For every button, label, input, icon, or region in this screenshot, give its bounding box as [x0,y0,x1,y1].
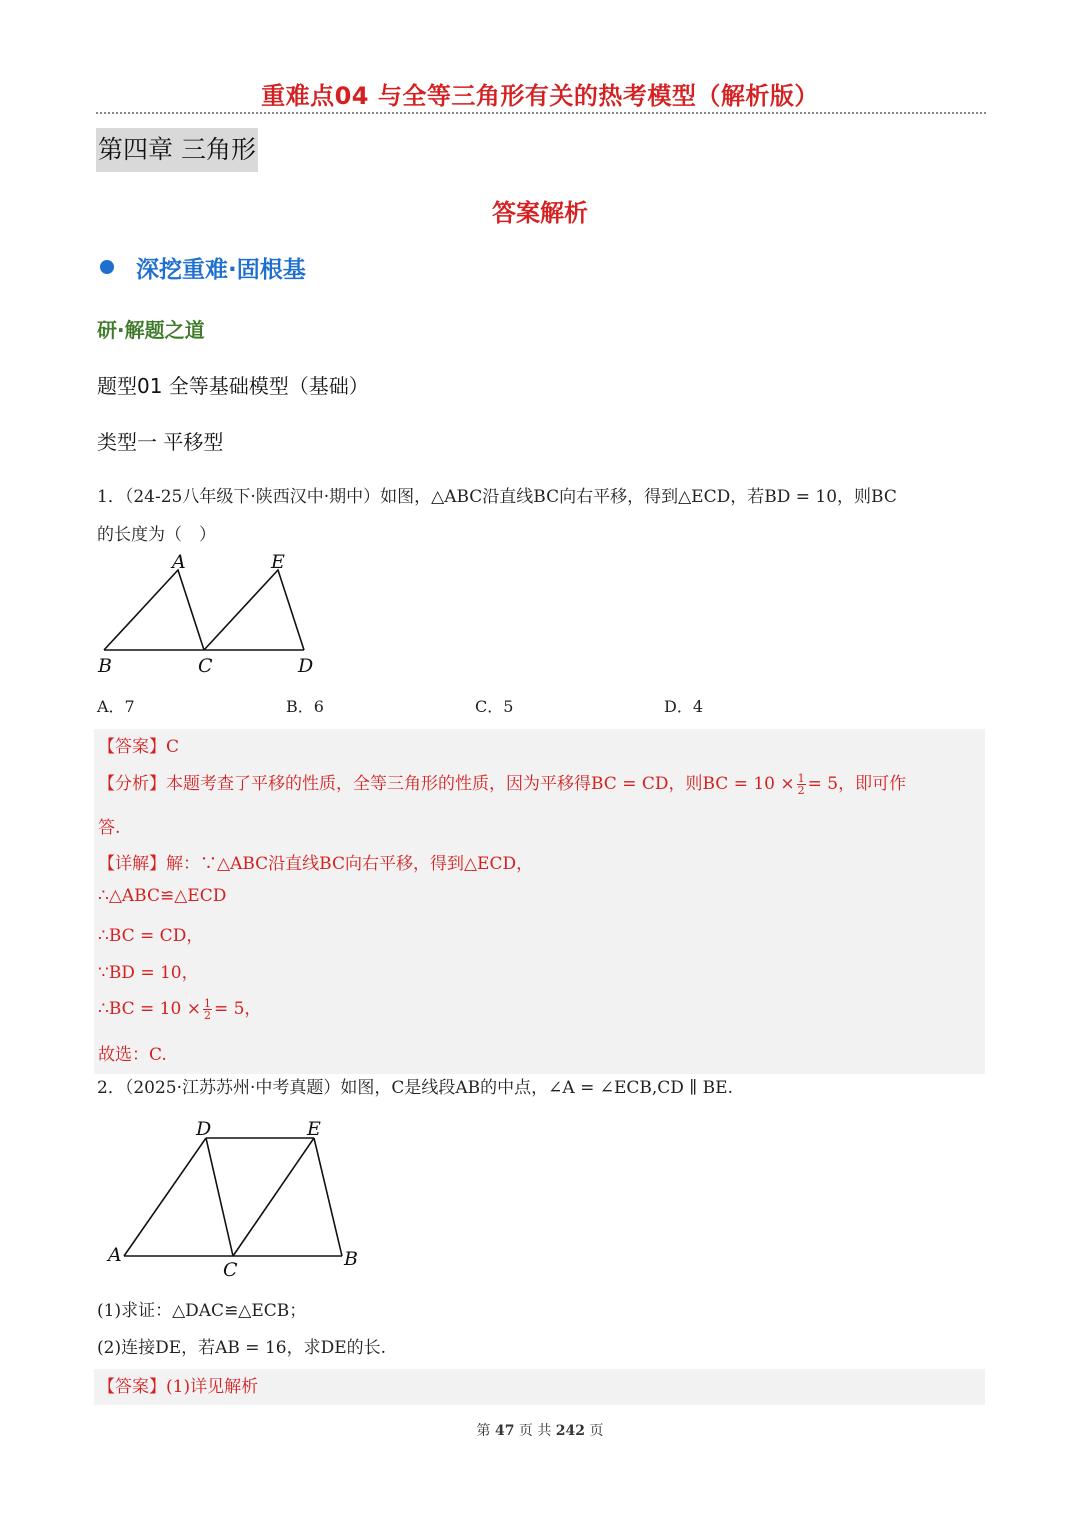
label-c: C [198,655,213,677]
page-total: 242 [555,1423,586,1439]
detail-line-4: ∵BD = 10， [98,963,199,983]
option-a[interactable]: A．7 [97,697,135,716]
detail-line-3: ∴BC = CD， [98,926,204,946]
triangle-abc [104,570,204,650]
detail-label: 【详解】 [98,854,166,874]
label-b: B [344,1248,358,1270]
answer-value: (1)详见解析 [166,1377,259,1397]
detail-text-5a: ∴BC = 10 × [98,999,201,1019]
detail-text-1: 解：∵△ABC沿直线BC向右平移，得到△ECD， [166,854,534,874]
label-e: E [271,551,285,573]
segment-dc [206,1138,233,1256]
question-1-line2: 的长度为（ ） [97,525,216,545]
segment-ad [124,1138,206,1256]
question-2-figure [100,1112,370,1284]
page-footer [0,1420,1080,1440]
title-divider [96,112,986,114]
chapter-label: 第四章 三角形 [96,128,258,172]
label-d: D [196,1118,212,1140]
bullet-dot-icon [100,260,114,274]
detail-line-1 [98,849,533,874]
triangle-ecd [204,570,304,650]
question-2-answer-line [98,1372,258,1397]
label-d: D [298,655,314,677]
page-title: 重难点04 与全等三角形有关的热考模型（解析版） [261,82,819,110]
fraction-half: $\frac{1}{2}$ [797,772,805,797]
label-e: E [307,1118,321,1140]
question-2-answer-box [94,1369,985,1405]
question-1-options [97,694,857,717]
label-b: B [98,655,112,677]
detail-line-5 [98,994,261,1021]
answer-value: C [166,737,180,757]
label-a: A [108,1244,122,1266]
answer-line [98,732,179,757]
detail-text-5b: = 5， [213,999,262,1019]
analysis-text-a: 本题考查了平移的性质，全等三角形的性质，因为平移得BC = CD，则BC = 10 × [166,774,795,794]
segment-eb [314,1138,342,1256]
footer-middle: 页 共 [518,1423,552,1439]
analysis-label: 【分析】 [98,774,166,794]
question-2-part-2: (2)连接DE，若AB = 16，求DE的长. [97,1338,387,1358]
question-1-line1: 1．（24-25八年级下·陕西汉中·期中）如图，△ABC沿直线BC向右平移，得到△ECD，若BD = 10，则BC [97,487,897,507]
question-1-answer-box [94,729,985,1074]
label-c: C [223,1259,238,1281]
section-title: 深挖重难·固根基 [136,256,306,283]
label-a: A [172,551,186,573]
answer-label: 【答案】 [98,737,166,757]
detail-line-6: 故选：C. [98,1045,167,1065]
option-b[interactable]: B．6 [286,697,324,716]
footer-prefix: 第 [476,1423,491,1439]
question-2-text: 2．（2025·江苏苏州·中考真题）如图，C是线段AB的中点，∠A = ∠ECB,CD ∥ BE. [97,1078,733,1098]
fraction-half-2: $\frac{1}{2}$ [203,997,211,1022]
question-2-part-1: (1)求证：△DAC≌△ECB； [97,1301,307,1321]
detail-line-2: ∴△ABC≌△ECD [98,886,227,906]
analysis-line-2: 答. [98,818,121,838]
segment-ce [233,1138,314,1256]
option-d[interactable]: D．4 [664,697,704,716]
subsection-heading: 研·解题之道 [97,318,205,342]
answer-label: 【答案】 [98,1377,166,1397]
question-1-figure [92,548,332,680]
section-heading [100,250,306,284]
analysis-text-b: = 5，即可作 [807,774,907,794]
option-c[interactable]: C．5 [475,697,514,716]
page-number: 47 [494,1423,515,1439]
analysis-line [98,769,906,796]
type-heading: 题型01 全等基础模型（基础） [97,374,369,398]
type-subheading: 类型一 平移型 [97,430,224,454]
footer-suffix: 页 [589,1423,604,1439]
question-1-text [97,478,987,554]
answers-heading: 答案解析 [492,199,588,227]
